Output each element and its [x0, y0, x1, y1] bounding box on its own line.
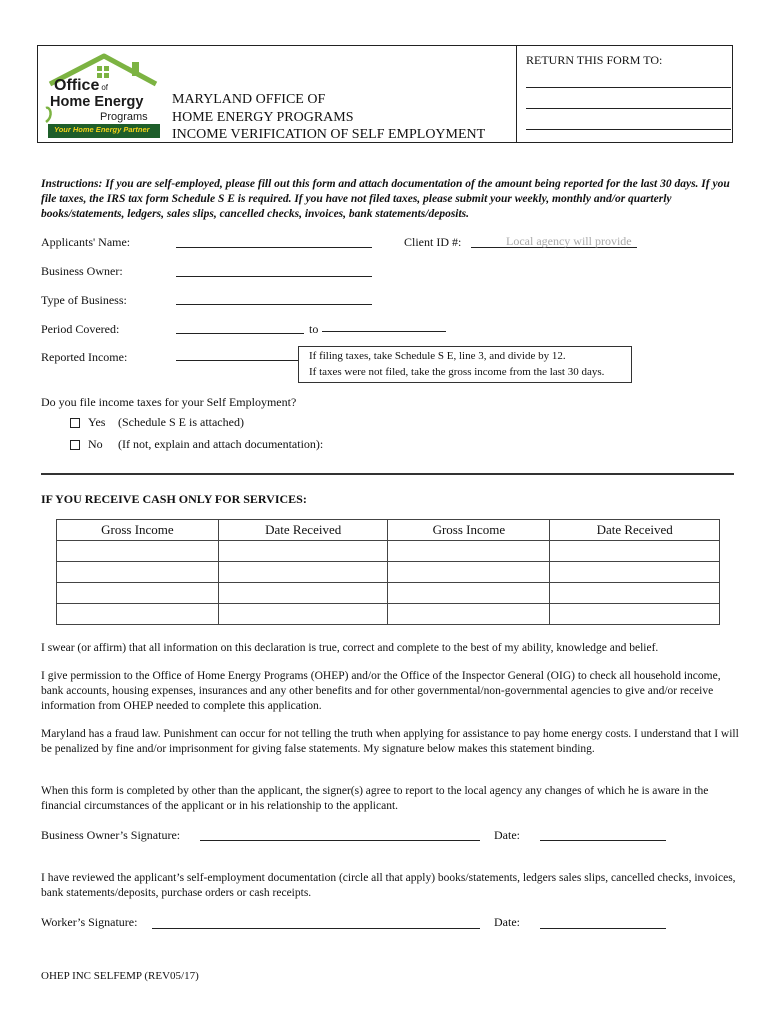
- table-cell[interactable]: [57, 583, 219, 604]
- table-cell[interactable]: [218, 583, 388, 604]
- logo-programs-text: Programs: [100, 111, 148, 123]
- logo-home-energy-text: Home Energy: [50, 94, 144, 110]
- form-title-line: INCOME VERIFICATION OF SELF EMPLOYMENT: [172, 127, 486, 142]
- client-id-placeholder: Local agency will provide: [506, 234, 632, 248]
- yes-label: Yes: [88, 415, 106, 429]
- reported-income-field[interactable]: [176, 360, 298, 361]
- applicant-name-label: Applicants' Name:: [41, 235, 131, 249]
- worker-signature-label: Worker’s Signature:: [41, 915, 138, 929]
- cash-income-table: [56, 519, 720, 625]
- period-start-field[interactable]: [176, 333, 304, 334]
- ohep-logo: [44, 50, 166, 142]
- return-address-line[interactable]: [526, 108, 731, 109]
- owner-signature-field[interactable]: [200, 840, 480, 841]
- table-cell[interactable]: [218, 562, 388, 583]
- return-address-line[interactable]: [526, 87, 731, 88]
- applicant-name-field[interactable]: [176, 247, 372, 248]
- instructions: Instructions: If you are self-employed, please fill out this form and attach documentation of the amount being reported for the last 30 days. If you file taxes, the IRS tax form Schedule S E is required. If you have not filed taxes, please submit your weekly, monthly and/or quarterly books/statements, ledgers, sales slips, cancelled checks, invoices, bank statements/deposits.: [41, 178, 730, 220]
- table-cell[interactable]: [218, 604, 388, 625]
- table-cell[interactable]: [218, 541, 388, 562]
- column-header: Date Received: [218, 520, 388, 541]
- cash-heading: IF YOU RECEIVE CASH ONLY FOR SERVICES:: [41, 492, 307, 506]
- income-note-box: [298, 346, 632, 383]
- declaration-fraud: Maryland has a fraud law. Punishment can occur for not telling the truth when applying for assistance to pay home energy costs. I understand that I will be penalized by fine and/or imprisonment for giving false statements. My signature below makes this statement binding.: [41, 728, 739, 755]
- yes-checkbox[interactable]: [70, 418, 80, 428]
- yes-detail: (Schedule S E is attached): [118, 415, 244, 429]
- form-code-footer: OHEP INC SELFEMP (REV05/17): [41, 970, 199, 982]
- table-header-row: [57, 520, 720, 541]
- form-title: [172, 91, 485, 144]
- income-note-line: If filing taxes, take Schedule S E, line 3, and divide by 12.: [309, 350, 566, 362]
- owner-date-field[interactable]: [540, 840, 666, 841]
- column-header: Gross Income: [388, 520, 550, 541]
- period-to-label: to: [309, 322, 319, 336]
- table-row: [57, 562, 720, 583]
- period-covered-label: Period Covered:: [41, 322, 120, 336]
- table-cell[interactable]: [550, 562, 720, 583]
- period-end-field[interactable]: [322, 331, 446, 332]
- worker-date-field[interactable]: [540, 928, 666, 929]
- worker-signature-field[interactable]: [152, 928, 480, 929]
- tax-question: Do you file income taxes for your Self Employment?: [41, 395, 297, 409]
- no-checkbox[interactable]: [70, 440, 80, 450]
- table-cell[interactable]: [550, 541, 720, 562]
- table-cell[interactable]: [57, 562, 219, 583]
- table-row: [57, 583, 720, 604]
- table-cell[interactable]: [388, 604, 550, 625]
- worker-review-text: I have reviewed the applicant’s self-employment documentation (circle all that apply) books/statements, ledgers sales slips, cancelled checks, invoices, bank statements/deposits, purchase orders or cash receipts.: [41, 872, 736, 899]
- owner-date-label: Date:: [494, 828, 520, 842]
- logo-tagline: Your Home Energy Partner: [54, 125, 150, 134]
- table-cell[interactable]: [550, 604, 720, 625]
- form-title-line: HOME ENERGY PROGRAMS: [172, 109, 354, 125]
- worker-date-label: Date:: [494, 915, 520, 929]
- table-cell[interactable]: [388, 541, 550, 562]
- business-owner-field[interactable]: [176, 276, 372, 277]
- income-note-line: If taxes were not filed, take the gross income from the last 30 days.: [309, 365, 605, 378]
- reported-income-label: Reported Income:: [41, 350, 128, 364]
- table-cell[interactable]: [57, 541, 219, 562]
- header-divider: [516, 45, 517, 143]
- type-of-business-label: Type of Business:: [41, 293, 127, 307]
- business-owner-label: Business Owner:: [41, 264, 123, 278]
- column-header: Gross Income: [57, 520, 219, 541]
- section-divider: [41, 473, 734, 475]
- client-id-label: Client ID #:: [404, 235, 462, 249]
- owner-signature-label: Business Owner’s Signature:: [41, 828, 181, 842]
- declaration-truth: I swear (or affirm) that all information on this declaration is true, correct and complete to the best of my ability, knowledge and belief.: [41, 642, 659, 654]
- form-title-line: MARYLAND OFFICE OF: [172, 92, 326, 107]
- table-cell[interactable]: [388, 583, 550, 604]
- table-cell[interactable]: [388, 562, 550, 583]
- declaration-signer: When this form is completed by other than the applicant, the signer(s) agree to report to the local agency any changes of which he is aware in the financial circumstances of the applicant or in his relationship to the applicant.: [41, 785, 709, 812]
- table-row: [57, 541, 720, 562]
- table-cell[interactable]: [57, 604, 219, 625]
- no-label: No: [88, 437, 103, 451]
- table-cell[interactable]: [550, 583, 720, 604]
- type-of-business-field[interactable]: [176, 304, 372, 305]
- logo-office-text: Office of: [54, 77, 109, 94]
- declaration-permission: I give permission to the Office of Home Energy Programs (OHEP) and/or the Office of the Inspector General (OIG) to check all household income, bank accounts, housing expenses, insurances and any other benefits and for other governmental/non-governmental agencies to give and/or receive information from OHEP needed to complete this application.: [41, 670, 721, 712]
- return-label: RETURN THIS FORM TO:: [526, 53, 663, 67]
- column-header: Date Received: [550, 520, 720, 541]
- no-detail: (If not, explain and attach documentation):: [118, 437, 324, 451]
- table-row: [57, 604, 720, 625]
- return-address-line[interactable]: [526, 129, 731, 130]
